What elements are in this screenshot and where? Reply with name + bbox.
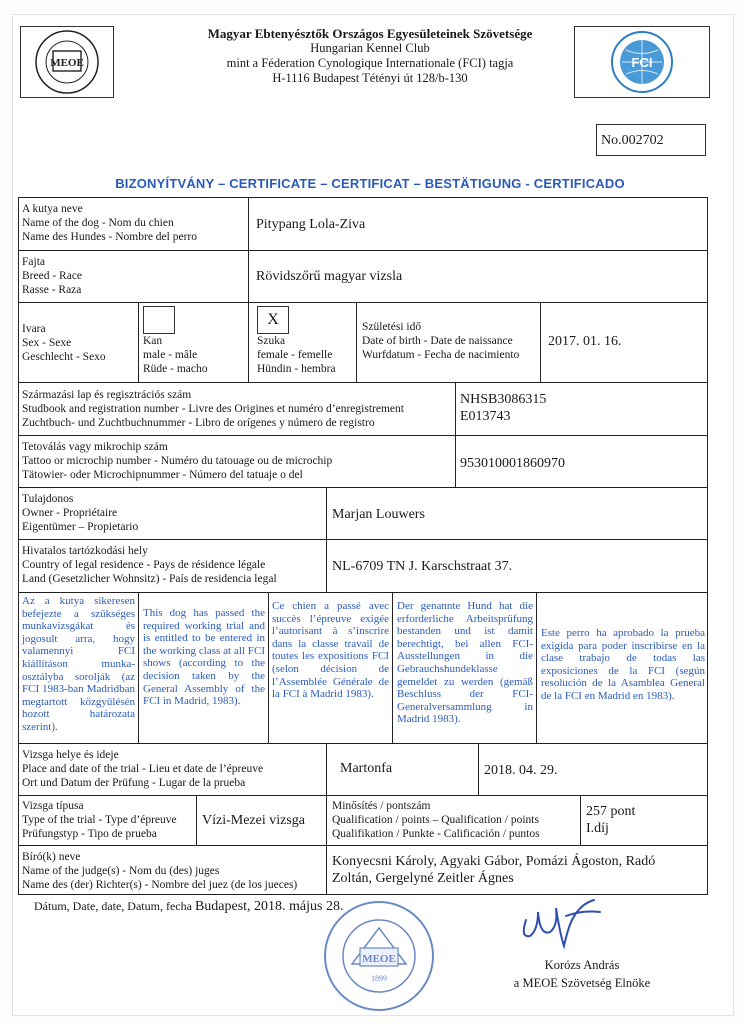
sex-label: Ivara Sex - Sexe Geschlecht - Sexo	[22, 323, 106, 363]
female-label: Szuka female - femelle Hündin - hembra	[257, 335, 336, 375]
meoe-logo-box	[20, 26, 114, 98]
signature	[508, 890, 618, 960]
breed-label: Fajta Breed - Race Rasse - Raza	[22, 256, 83, 296]
chip-label: Tetoválás vagy mikrochip szám Tattoo or microchip number - Numéro du tatouage ou de microchip Tätowier- oder Microchipnummer - Número del tatuaje o del	[22, 441, 333, 481]
certificate-number: No.002702	[596, 124, 706, 156]
issue-date-label: Dátum, Date, date, Datum, fecha	[34, 899, 192, 913]
org-name: Magyar Ebtenyésztők Országos Egyesületeinek Szövetsége	[207, 26, 533, 41]
meoe-logo-mark: MEOE	[50, 57, 84, 69]
dog-name-value: Pitypang Lola-Ziva	[256, 217, 366, 232]
trial-place-label: Vizsga helye és ideje Place and date of the trial - Lieu et date de l’épreuve Ort und Datum der Prüfung - Lugar de la prueba	[22, 749, 264, 789]
trial-place-value: Martonfa	[340, 761, 393, 776]
org-address: H-1116 Budapest Tétényi út 128/b-130	[272, 71, 468, 85]
studbook-value: NHSB3086315 E013743	[460, 392, 547, 424]
trial-date-value: 2018. 04. 29.	[484, 763, 558, 778]
meoe-stamp	[312, 896, 446, 1014]
qualification-label: Minősítés / pontszám Qualification / points – Qualification / points Qualifikation / Punkte - Calificación / puntos	[332, 800, 540, 840]
fci-membership: mint a Féderation Cynologique Internationale (FCI) tagja	[226, 56, 514, 70]
male-label: Kan male - mâle Rüde - macho	[143, 335, 208, 375]
male-checkbox	[143, 306, 175, 334]
chip-value: 953010001860970	[460, 456, 565, 471]
statement-en: This dog has passed the required working trial and is entitled to be entered in the working class at all FCI shows (according to the decision taken by the General Assembly of the FCI in Madrid, 1983).	[143, 607, 265, 708]
trial-type-label: Vizsga típusa Type of the trial - Type d’épreuve Prüfungstyp - Tipo de prueba	[22, 800, 177, 840]
dob-value: 2017. 01. 16.	[548, 334, 622, 349]
judges-label: Bíró(k) neve Name of the judge(s) - Nom du (des) juges Name des (der) Richter(s) - Nombre del juez (de los jueces)	[22, 851, 298, 891]
qualification-value: 257 pont I.díj	[586, 804, 636, 836]
stamp-year: 1899	[371, 974, 387, 983]
header-block	[170, 26, 570, 86]
female-checkbox: X	[257, 306, 289, 334]
fci-logo	[575, 27, 709, 97]
signer-name: Korózs András	[544, 958, 620, 972]
owner-value: Marjan Louwers	[332, 507, 425, 522]
signer-title: a MEOE Szövetség Elnöke	[513, 976, 651, 990]
club-name: Hungarian Kennel Club	[310, 41, 430, 55]
statement-de: Der genannte Hund hat die erforderliche Arbeitsprüfung bestanden und ist damit berechtigt, bei allen FCI-Ausstellungen in die Gebrauchshundeklasse gemeldet zu werden (gemäß Beschluss der FCI-Generalversammlung in Madrid 1983).	[397, 600, 533, 726]
issue-date	[34, 899, 343, 915]
breed-value: Rövidszőrű magyar vizsla	[256, 269, 403, 284]
issue-date-value: Budapest, 2018. május 28.	[194, 899, 344, 914]
certificate-title: BIZONYÍTVÁNY – CERTIFICATE – CERTIFICAT – BESTÄTIGUNG - CERTIFICADO	[115, 176, 625, 191]
stamp-mark: MEOE	[362, 953, 396, 965]
meoe-logo	[21, 27, 113, 97]
statement-fr: Ce chien a passé avec succès l’épreuve exigée l’autorisant à s’inscrire dans la classe travail de toutes les expositions FCI (selon décision de l’Assemblée Générale de la FCI à Madrid 1983).	[272, 600, 389, 701]
owner-label: Tulajdonos Owner - Propriétaire Eigentümer – Propietario	[22, 493, 139, 533]
fci-logo-box	[574, 26, 710, 98]
residence-value: NL-6709 TN J. Karschstraat 37.	[332, 559, 513, 574]
dog-name-label: A kutya neve Name of the dog - Nom du chien Name des Hundes - Nombre del perro	[22, 203, 197, 243]
judges-value: Konyecsni Károly, Agyaki Gábor, Pomázi Ágoston, Radó Zoltán, Gergelyné Zeitler Ágnes	[332, 854, 656, 886]
dob-label: Születési idő Date of birth - Date de naissance Wurfdatum - Fecha de nacimiento	[362, 321, 520, 361]
studbook-label: Származási lap és regisztrációs szám Studbook and registration number - Livre des Origines et numéro d’enregistrement Zuchtbuch- und Zuchtbuchnummer - Libro de orígenes y número de registro	[22, 389, 404, 429]
trial-type-value: Vízi-Mezei vizsga	[202, 813, 306, 828]
statement-hu: Az a kutya sikeresen befejezte a szükséges munkavizsgákat és jogosult arra, hogy valamennyi FCI kiállításon munka-osztályba sorolják (az FCI 1983-ban Madridban megtartott közgyűlésén hozott határozata szerint).	[22, 595, 135, 733]
statement-es: Este perro ha aprobado la prueba exigida para poder inscribirse en la clase trabajo de todas las exposiciones de la FCI (según resolución de la Asamblea General de la FCI en Madrid en 1983).	[541, 627, 705, 702]
signer-block	[492, 956, 672, 992]
fci-logo-mark: FCI	[631, 55, 653, 70]
residence-label: Hivatalos tartózkodási hely Country of legal residence - Pays de résidence légale Land (Gesetzlicher Wohnsitz) - País de residencia legal	[22, 545, 277, 585]
